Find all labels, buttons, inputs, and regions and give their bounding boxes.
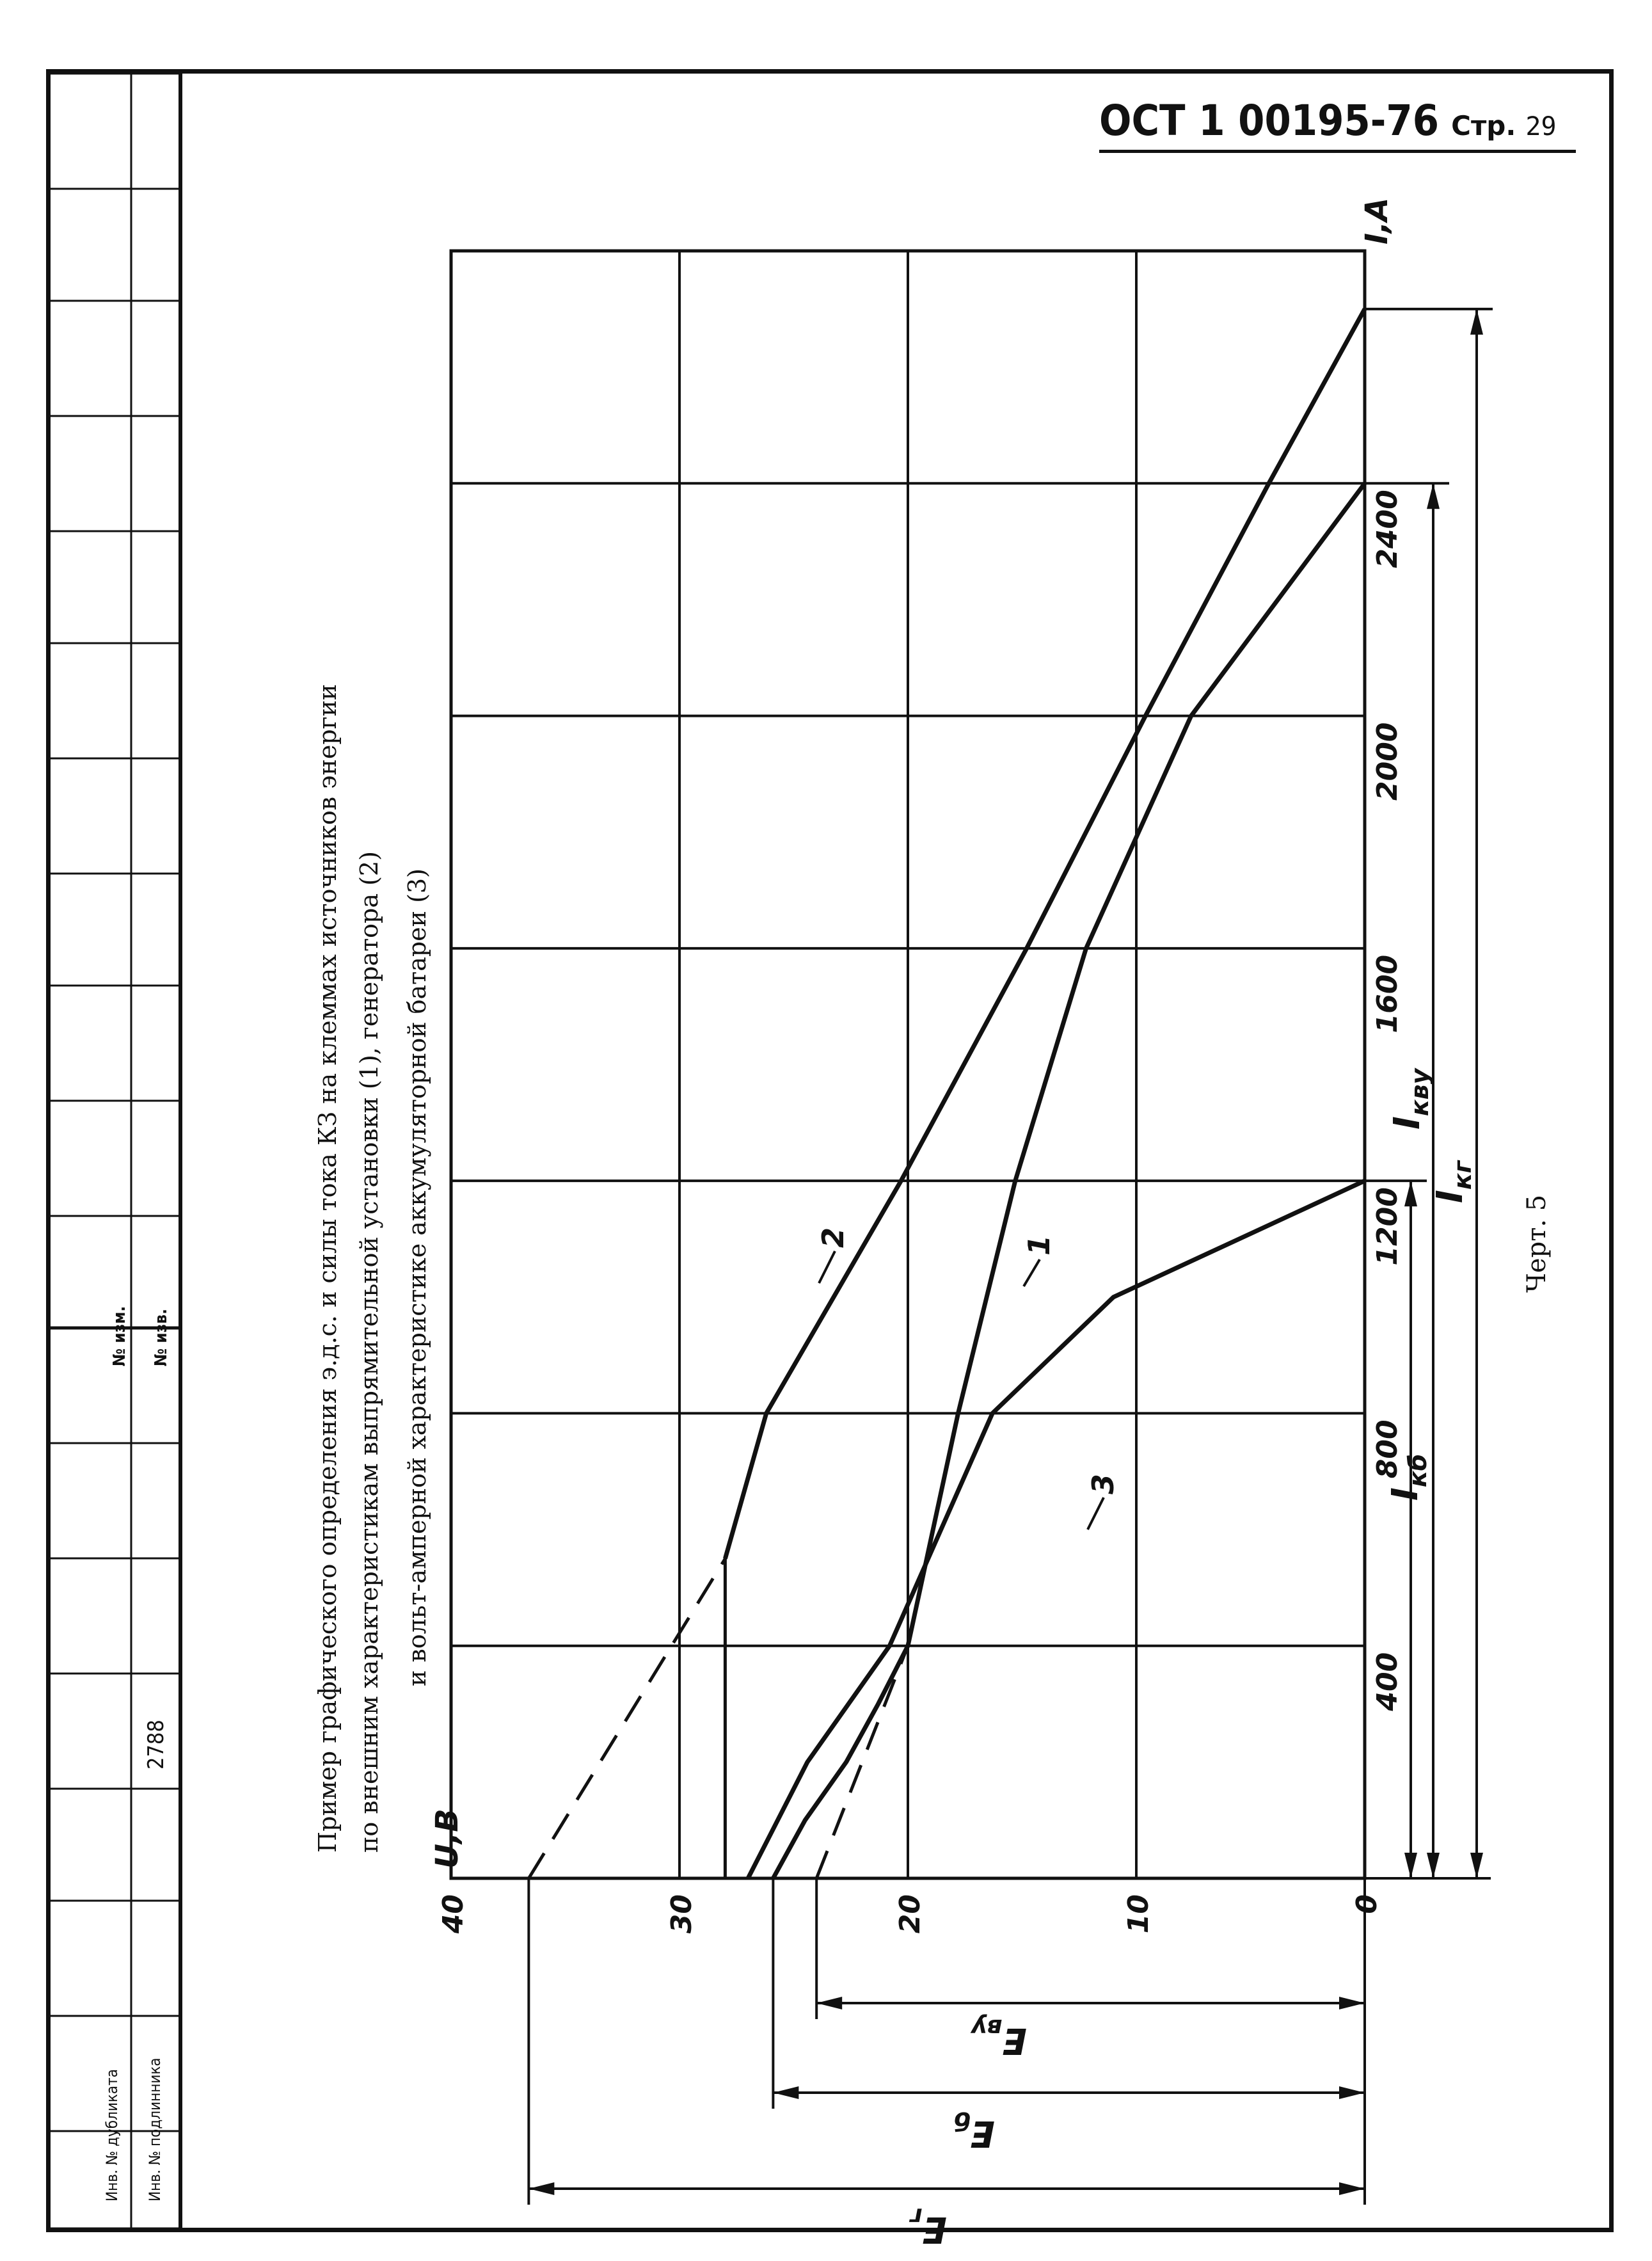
series-label-2: 2 <box>816 1227 850 1248</box>
u-axis-label: U,B <box>429 1809 465 1869</box>
annotation-e-r: $E_г$ <box>909 2203 947 2250</box>
i-tick-label: 2400 <box>1371 490 1404 568</box>
annotation-i-kr: $I_{кг}$ <box>1429 1160 1477 1203</box>
caption-line-2: по внешним характеристикам выпрямительной установки (1), генератора (2) <box>355 851 383 1853</box>
u-tick-label: 40 <box>437 1894 470 1934</box>
stamp-col1-row1: Инв. № дубликата <box>103 2069 121 2201</box>
dim-E_r-arrow-left <box>528 2182 554 2195</box>
caption-line-1: Пример графического определения э.д.с. и силы тока КЗ на клеммах источников энергии <box>314 683 342 1853</box>
annotation-i-kvu: $I_{кву}$ <box>1386 1068 1434 1130</box>
series-line-2 <box>725 309 1365 1559</box>
series-leader-1 <box>1024 1259 1040 1286</box>
i-axis-label: I,A <box>1359 197 1395 244</box>
dim-I_kb-arrow-bottom <box>1404 1853 1417 1878</box>
page-label: Стр. <box>1451 110 1516 141</box>
annotation-i-kb: $I_{кб}$ <box>1385 1453 1432 1501</box>
series-label-3: 3 <box>1086 1473 1120 1494</box>
figure-label: Черт. 5 <box>1522 1194 1552 1293</box>
page-number: 29 <box>1525 112 1557 141</box>
dim-E_b-arrow-left <box>773 2086 798 2099</box>
i-tick-label: 1200 <box>1371 1187 1404 1266</box>
series-label-1: 1 <box>1022 1234 1056 1256</box>
u-tick-label: 10 <box>1122 1894 1155 1934</box>
dim-I_kr-arrow-bottom <box>1470 1853 1483 1878</box>
stamp-table <box>51 74 180 2228</box>
i-tick-label: 400 <box>1371 1652 1404 1711</box>
dim-I_kr-arrow-top <box>1470 309 1483 335</box>
annotation-e-b: $E_б$ <box>953 2107 995 2154</box>
u-tick-label: 0 <box>1351 1894 1383 1914</box>
dim-E_r-arrow-right <box>1339 2182 1365 2195</box>
stamp-col2-row2: 2788 <box>143 1720 169 1770</box>
dim-E_b-arrow-right <box>1339 2086 1365 2099</box>
i-tick-label: 2000 <box>1371 722 1404 801</box>
i-tick-label: 800 <box>1371 1419 1404 1479</box>
standard-code: ОСТ 1 00195-76 <box>1099 96 1440 145</box>
stamp-col1-row2: Инв. № подлинника <box>146 2057 164 2201</box>
stamp-col3-row2: № изв. <box>152 1309 171 1366</box>
series-layer <box>528 309 1365 1878</box>
dim-I_kb-arrow-top <box>1404 1181 1417 1206</box>
u-tick-label: 30 <box>665 1894 698 1934</box>
chart-grid <box>451 251 1365 1878</box>
series-leader-3 <box>1088 1498 1104 1530</box>
header-underline <box>1099 150 1576 153</box>
dim-E_vu-arrow-left <box>816 1997 842 2009</box>
dim-E_vu-arrow-right <box>1339 1997 1365 2009</box>
u-tick-label: 20 <box>894 1894 926 1934</box>
stamp-col3-row1: № изм. <box>110 1306 129 1366</box>
caption-line-3: и вольт-амперной характеристике аккумуляторной батареи (3) <box>403 868 431 1686</box>
annotation-e-vu: $E_{ву}$ <box>971 2014 1027 2061</box>
standard-header <box>1099 96 1585 154</box>
series-leader-2 <box>819 1251 835 1283</box>
dim-I_kvu-arrow-bottom <box>1427 1853 1440 1878</box>
dim-I_kvu-arrow-top <box>1427 483 1440 509</box>
i-tick-label: 1600 <box>1371 954 1404 1034</box>
series-extension-2 <box>528 1559 725 1879</box>
